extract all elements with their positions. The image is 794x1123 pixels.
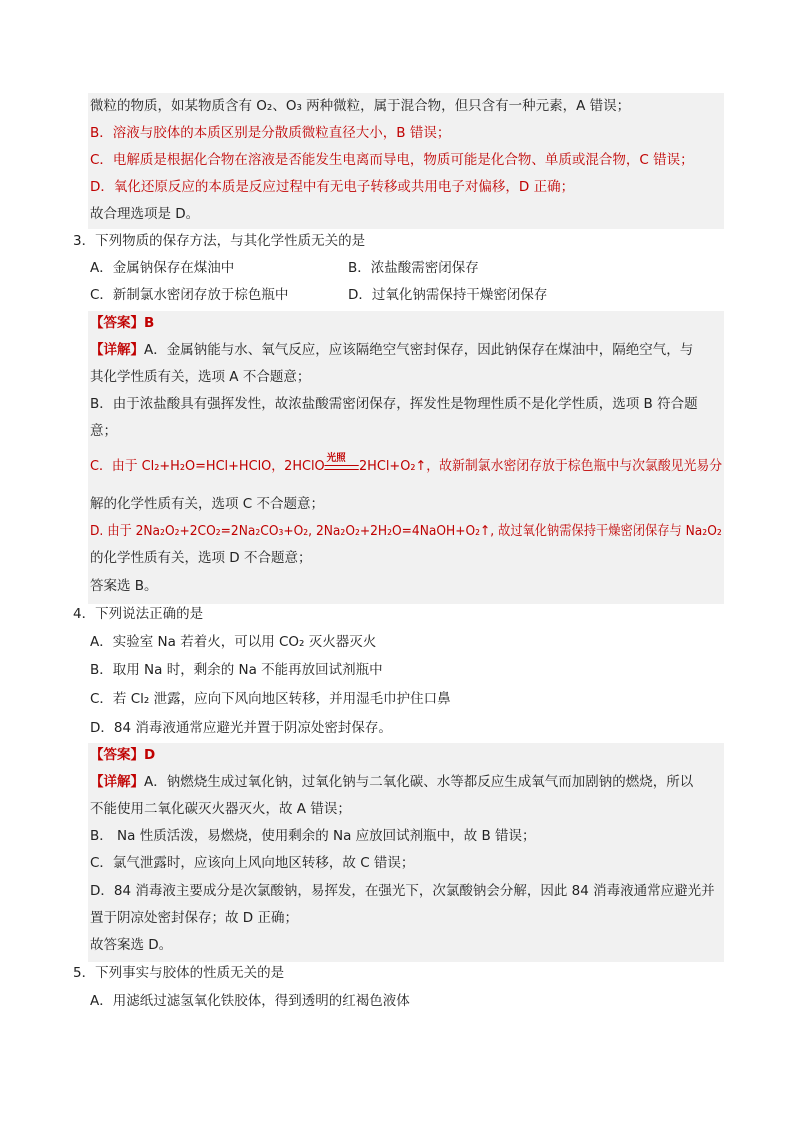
question-4-detail-line-7: 故答案选 D。: [90, 937, 173, 953]
detail-tag: 【详解】: [90, 774, 144, 790]
question-4-detail-line-6: 置于阴凉处密封保存；故 D 正确；: [90, 910, 298, 926]
prev-explanation-line-5: 故合理选项是 D。: [90, 206, 200, 222]
question-4-option-b: B．取用 Na 时，剩余的 Na 不能再放回试剂瓶中: [90, 662, 383, 678]
question-3-answer: 【答案】B: [90, 315, 155, 331]
question-4-option-c: C．若 Cl₂ 泄露，应向下风向地区转移，并用湿毛巾护住口鼻: [90, 691, 451, 707]
question-3-option-a: A．金属钠保存在煤油中: [90, 260, 235, 276]
question-3-detail-line-7: D. 由于 2Na₂O₂+2CO₂=2Na₂CO₃+O₂, 2Na₂O₂+2H₂O=4NaOH+O₂↑, 故过氧化钠需保持干燥密闭保存与 Na₂O₂: [90, 523, 722, 539]
prev-explanation-line-2: B．溶液与胶体的本质区别是分散质微粒直径大小，B 错误；: [90, 125, 451, 141]
light-condition-arrow: [325, 453, 359, 476]
detail-text: A．金属钠能与水、氧气反应，应该隔绝空气密封保存，因此钠保存在煤油中，隔绝空气，与: [144, 342, 694, 358]
equals-sign-icon: [325, 465, 359, 470]
question-4-detail-line-4: C．氯气泄露时，应该向上风向地区转移，故 C 错误；: [90, 855, 415, 871]
prev-explanation-line-3: C．电解质是根据化合物在溶液是否能发生电离而导电，物质可能是化合物、单质或混合物，C 错误；: [90, 152, 694, 168]
prev-explanation-line-1: 微粒的物质，如某物质含有 O₂、O₃ 两种微粒，属于混合物，但只含有一种元素，A 错误；: [90, 98, 631, 114]
light-condition-label: 光照: [326, 453, 346, 464]
question-3-option-b: B．浓盐酸需密闭保存: [348, 260, 479, 276]
question-3-stem: 3．下列物质的保存方法，与其化学性质无关的是: [73, 233, 366, 249]
question-3-detail-line-4: 意；: [90, 423, 117, 439]
question-3-detail-line-5: [90, 453, 723, 476]
question-4-detail-line-3: B． Na 性质活泼，易燃烧，使用剩余的 Na 应放回试剂瓶中，故 B 错误；: [90, 828, 536, 844]
question-5-option-a: A．用滤纸过滤氢氧化铁胶体，得到透明的红褐色液体: [90, 993, 410, 1009]
question-3-detail-line-6: 解的化学性质有关，选项 C 不合题意；: [90, 496, 325, 512]
question-3-detail-line-8: 的化学性质有关，选项 D 不合题意；: [90, 550, 312, 566]
question-3-option-c: C．新制氯水密闭存放于棕色瓶中: [90, 287, 289, 303]
question-4-option-a: A．实验室 Na 若着火，可以用 CO₂ 灭火器灭火: [90, 634, 377, 650]
question-3-detail-line-2: 其化学性质有关，选项 A 不合题意；: [90, 369, 311, 385]
question-5-stem: 5．下列事实与胶体的性质无关的是: [73, 965, 285, 981]
reaction-text-1: C．由于 Cl₂+H₂O=HCl+HClO，2HClO: [90, 458, 325, 474]
question-3-detail-line-3: B．由于浓盐酸具有强挥发性，故浓盐酸需密闭保存，挥发性是物理性质不是化学性质，选项 B 符合题: [90, 396, 698, 412]
detail-text: A．钠燃烧生成过氧化钠，过氧化钠与二氧化碳、水等都反应生成氧气而加剧钠的燃烧，所以: [144, 774, 694, 790]
prev-explanation-line-4: D．氧化还原反应的本质是反应过程中有无电子转移或共用电子对偏移，D 正确；: [90, 179, 575, 195]
question-3-detail-line-9: 答案选 B。: [90, 578, 158, 594]
question-4-stem: 4．下列说法正确的是: [73, 606, 204, 622]
question-4-detail-line-1: [90, 772, 693, 792]
question-4-option-d: D．84 消毒液通常应避光并置于阴凉处密封保存。: [90, 720, 392, 736]
question-3-option-d: D．过氧化钠需保持干燥密闭保存: [348, 287, 548, 303]
question-3-detail-line-1: [90, 340, 693, 360]
detail-tag: 【详解】: [90, 342, 144, 358]
question-4-detail-line-5: D．84 消毒液主要成分是次氯酸钠，易挥发，在强光下，次氯酸钠会分解，因此 84 消毒液通常应避光并: [90, 883, 715, 899]
question-4-answer: 【答案】D: [90, 747, 156, 763]
reaction-text-2: 2HCl+O₂↑，故新制氯水密闭存放于棕色瓶中与次氯酸见光易分: [358, 458, 723, 474]
question-4-detail-line-2: 不能使用二氧化碳灭火器灭火，故 A 错误；: [90, 801, 351, 817]
